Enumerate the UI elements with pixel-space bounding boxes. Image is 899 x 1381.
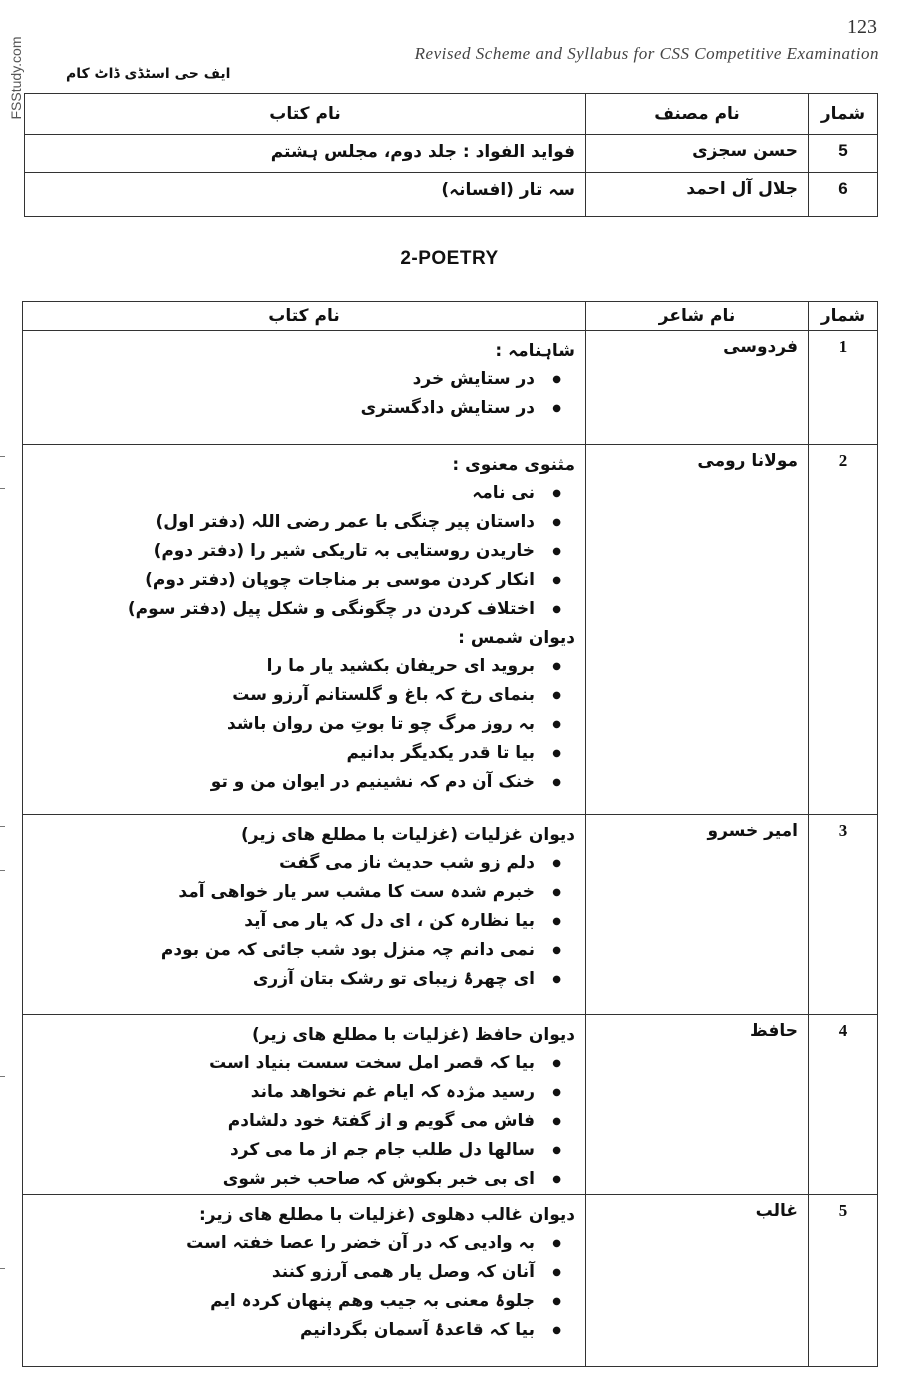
poem-list <box>33 1049 575 1194</box>
row-number: 5 <box>809 1195 878 1367</box>
margin-mark <box>0 870 5 871</box>
poem-item: ● بیا کہ قصر امل سخت سست بنیاد است <box>33 1049 575 1078</box>
table-row <box>25 135 878 173</box>
row-number: 2 <box>809 445 878 815</box>
urdu-watermark: ایف حی اسٹڈی ڈاٹ کام <box>66 66 231 82</box>
table-row <box>23 1015 878 1195</box>
poem-item: ● خاریدن روستایی بہ تاریکی شیر را (دفتر دوم) <box>33 537 575 566</box>
column-header-poet: نام شاعر <box>586 302 809 331</box>
poet-name: فردوسی <box>586 331 809 445</box>
poem-list <box>33 479 575 624</box>
margin-mark <box>0 1268 5 1269</box>
row-number: 4 <box>809 1015 878 1195</box>
table-row <box>23 331 878 445</box>
poet-name: حافظ <box>586 1015 809 1195</box>
poem-item: ● انکار کردن موسی بر مناجات چوپان (دفتر دوم) <box>33 566 575 595</box>
poem-item: ● سالها دل طلب جام جم از ما می کرد <box>33 1136 575 1165</box>
book-contents <box>23 1195 586 1367</box>
book-contents <box>23 445 586 815</box>
table-row <box>23 445 878 815</box>
poem-item: ● جلوۂ معنی بہ جیب وهم پنهان کردہ ایم <box>33 1287 575 1316</box>
poetry-books-table <box>22 301 878 1367</box>
margin-mark <box>0 826 5 827</box>
poet-name: غالب <box>586 1195 809 1367</box>
table-row <box>23 1195 878 1367</box>
poem-list <box>33 1229 575 1345</box>
book-heading: دیوان حافظ (غزلیات با مطلع های زیر) <box>252 1025 575 1045</box>
margin-mark <box>0 488 5 489</box>
poem-list <box>33 652 575 797</box>
row-number: 3 <box>809 815 878 1015</box>
margin-mark <box>0 1076 5 1077</box>
book-contents <box>23 1015 586 1195</box>
poem-item: ● رسید مژدہ کہ ایام غم نخواهد ماند <box>33 1078 575 1107</box>
poem-item: ● نی نامہ <box>33 479 575 508</box>
poem-item: ● بہ وادیی کہ در آن خضر را عصا خفتہ است <box>33 1229 575 1258</box>
book-contents <box>23 331 586 445</box>
poem-item: ● بنمای رخ کہ باغ و گلستانم آرزو ست <box>33 681 575 710</box>
poem-item: ● بیا کہ قاعدۂ آسمان بگردانیم <box>33 1316 575 1345</box>
column-header-book: نام کتاب <box>25 94 586 135</box>
poet-name: مولانا رومی <box>586 445 809 815</box>
book-heading: دیوان غالب دهلوی (غزلیات با مطلع های زیر: <box>198 1205 575 1225</box>
poem-item: ● بروید ای حریفان بکشید یار ما را <box>33 652 575 681</box>
book-heading: دیوان شمس : <box>458 628 575 648</box>
column-header-number: شمار <box>809 94 878 135</box>
poet-name: امیر خسرو <box>586 815 809 1015</box>
row-number: 6 <box>809 173 878 217</box>
column-header-number: شمار <box>809 302 878 331</box>
poem-item: ● در ستایش خرد <box>33 365 575 394</box>
margin-mark <box>0 456 5 457</box>
table-row <box>25 173 878 217</box>
book-heading: شاہنامہ : <box>495 341 575 361</box>
book-title: سہ تار (افسانہ) <box>25 173 586 217</box>
table-row <box>23 815 878 1015</box>
book-title: فواید الفواد : جلد دوم، مجلس ہشتم <box>25 135 586 173</box>
section-title: 2-POETRY <box>400 248 499 269</box>
running-header: Revised Scheme and Syllabus for CSS Competitive Examination <box>414 44 879 63</box>
poem-item: ● فاش می گویم و از گفتۂ خود دلشادم <box>33 1107 575 1136</box>
poem-item: ● ای بی خبر بکوش کہ صاحب خبر شوی <box>33 1165 575 1194</box>
book-contents <box>23 815 586 1015</box>
column-header-author: نام مصنف <box>586 94 809 135</box>
poem-item: ● دلم زو شب حدیث ناز می گفت <box>33 849 575 878</box>
row-number: 5 <box>809 135 878 173</box>
poem-item: ● نمی دانم چہ منزل بود شب جائی کہ من بودم <box>33 936 575 965</box>
page-number: 123 <box>847 16 877 38</box>
poem-list <box>33 849 575 994</box>
poem-item: ● آنان کہ وصل یار همی آرزو کنند <box>33 1258 575 1287</box>
side-watermark: FSStudy.com <box>8 36 24 120</box>
poem-item: ● اختلاف کردن در چگونگی و شکل پیل (دفتر سوم) <box>33 595 575 624</box>
poem-list <box>33 365 575 423</box>
author-name: جلال آل احمد <box>586 173 809 217</box>
poem-item: ● در ستایش دادگستری <box>33 394 575 423</box>
poem-item: ● داستان پیر چنگی با عمر رضی اللہ (دفتر اول) <box>33 508 575 537</box>
poem-item: ● بیا نظارہ کن ، ای دل کہ یار می آید <box>33 907 575 936</box>
book-heading: مثنوی معنوی : <box>452 455 575 475</box>
author-name: حسن سجزی <box>586 135 809 173</box>
prose-books-table <box>24 93 878 217</box>
book-heading: دیوان غزلیات (غزلیات با مطلع های زیر) <box>240 825 575 845</box>
table-header-row <box>25 94 878 135</box>
poem-item: ● خنک آن دم کہ نشینیم در ایوان من و تو <box>33 768 575 797</box>
poem-item: ● ای چهرۂ زیبای تو رشک بتان آزری <box>33 965 575 994</box>
poem-item: ● خبرم شدہ ست کا مشب سر یار خواهی آمد <box>33 878 575 907</box>
poem-item: ● بیا تا قدر یکدیگر بدانیم <box>33 739 575 768</box>
row-number: 1 <box>809 331 878 445</box>
table-header-row <box>23 302 878 331</box>
poem-item: ● بہ روز مرگ چو تا بوتِ من روان باشد <box>33 710 575 739</box>
column-header-book: نام کتاب <box>23 302 586 331</box>
